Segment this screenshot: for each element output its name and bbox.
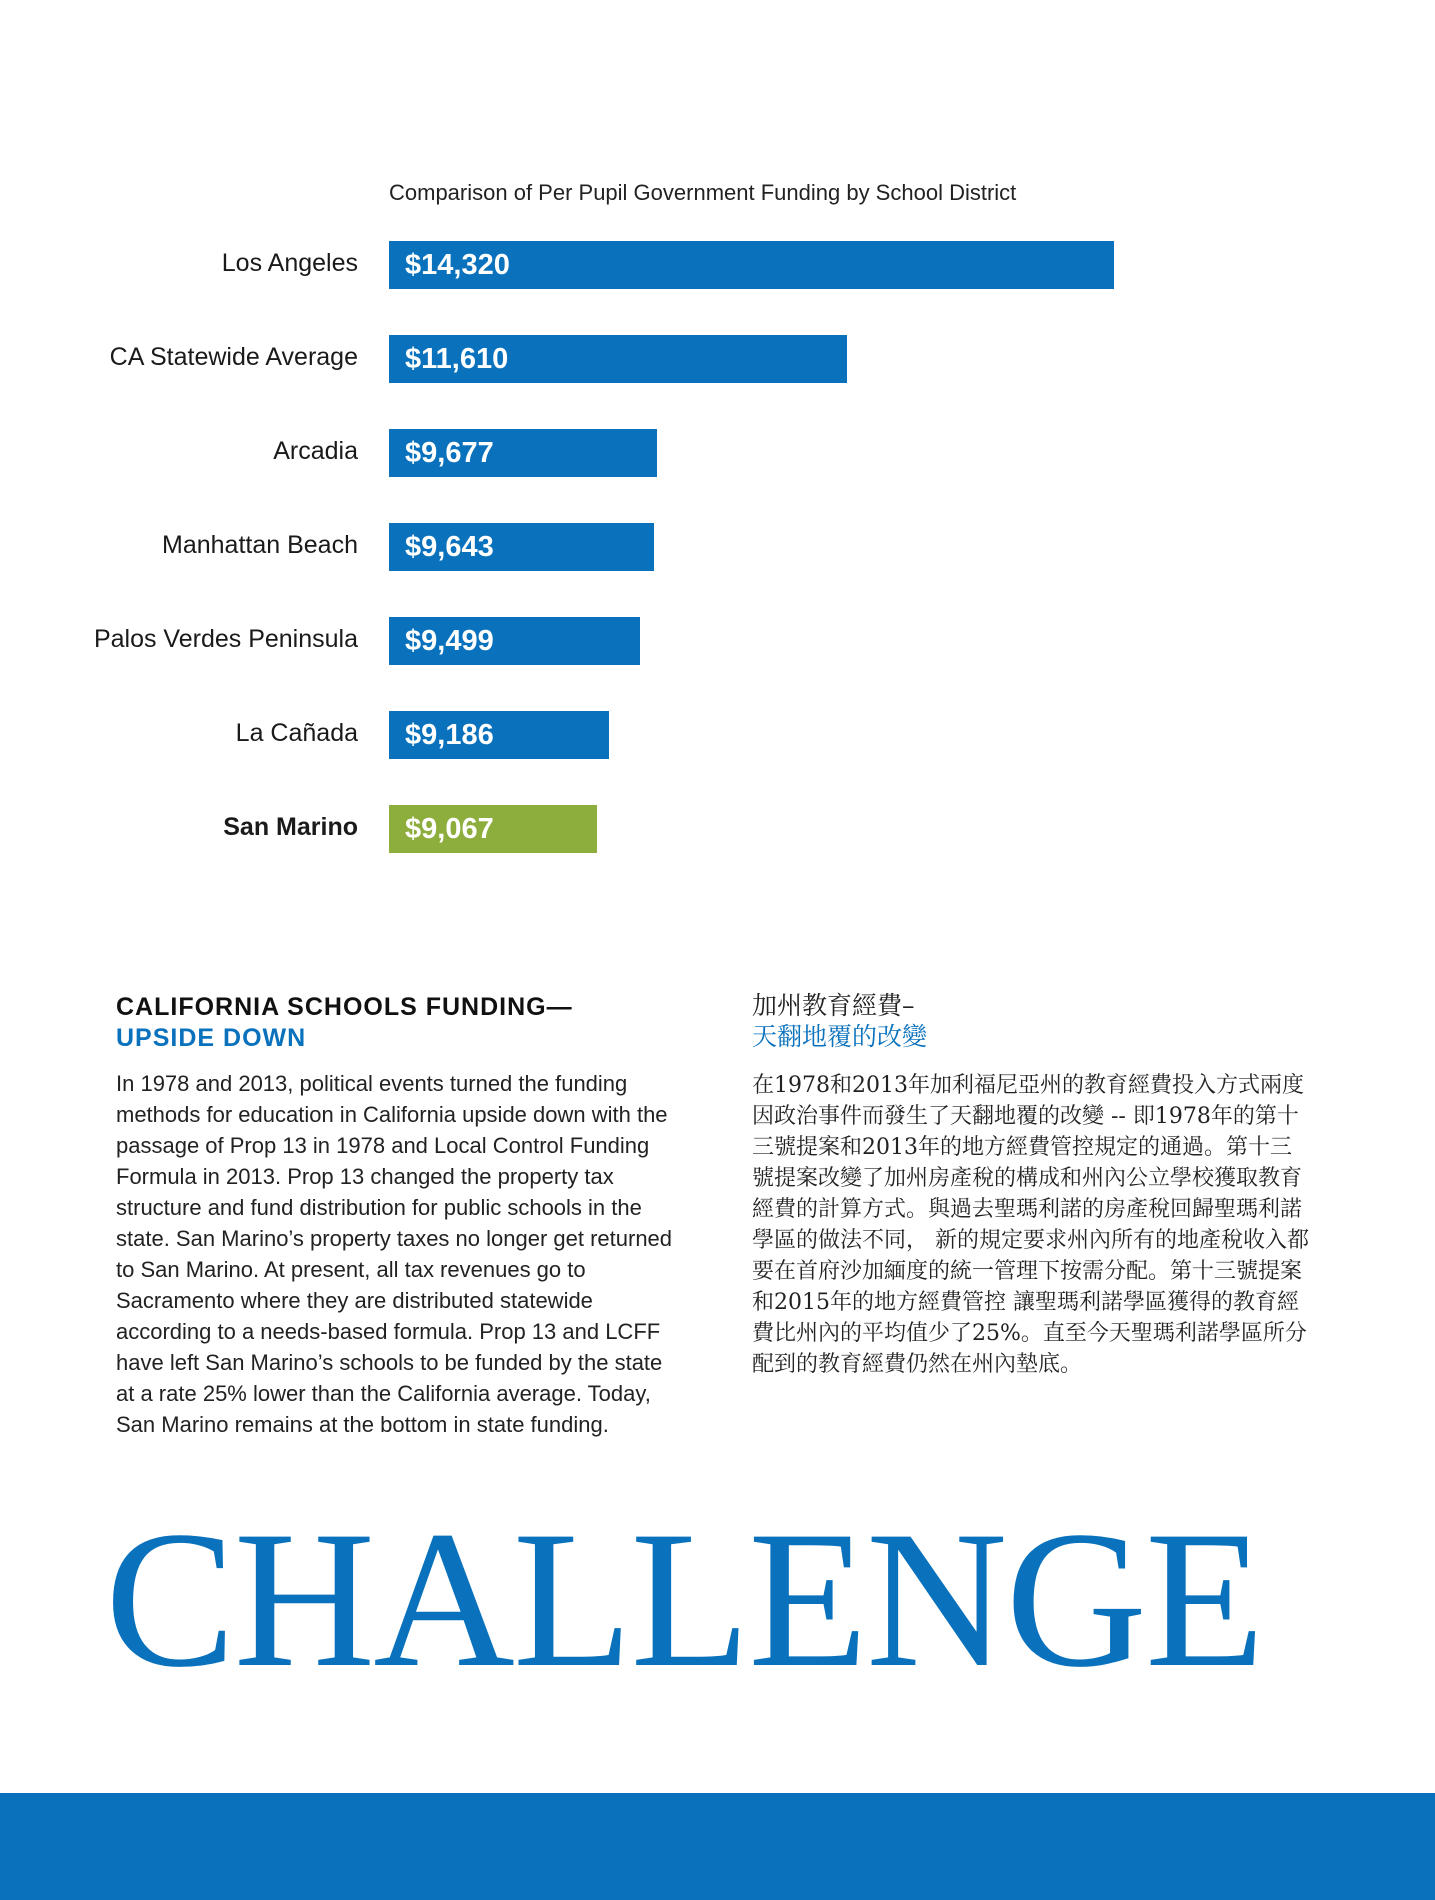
bar-value-label: $9,186: [405, 719, 494, 751]
chart-title: Comparison of Per Pupil Government Funding by School District: [389, 180, 1017, 205]
bar-category-label: Palos Verdes Peninsula: [93, 625, 358, 653]
bar-category-label: La Cañada: [235, 719, 358, 747]
bar-value-label: $9,677: [405, 437, 494, 469]
bar-category-label: San Marino: [223, 813, 358, 841]
bar: [389, 523, 654, 571]
bar: [389, 429, 657, 477]
bar: [389, 241, 1114, 289]
bar-value-label: $9,499: [405, 625, 494, 657]
chinese-heading: 加州教育經費–: [752, 991, 915, 1020]
english-body-text: In 1978 and 2013, political events turned the funding methods for education in California upside down with the passage of Prop 13 in 1978 and Local Control Funding Formula in 2013. Prop 13 changed the property tax structure and fund distribution for public schools in the state. San Marino’s property taxes no longer get returned to San Marino. At present, all tax revenues go to Sacramento where they are distributed statewide according to a needs-based formula. Prop 13 and LCFF have left San Marino’s schools to be funded by the state at a rate 25% lower than the California average. Today, San Marino remains at the bottom in state funding.: [116, 1071, 673, 1437]
english-section: [116, 992, 686, 1440]
bar-chart: [0, 0, 1435, 900]
section-heading: CALIFORNIA SCHOOLS FUNDING—: [116, 993, 573, 1021]
chinese-subheading: 天翻地覆的改變: [752, 1022, 928, 1051]
bar-value-label: $11,610: [405, 343, 509, 375]
chinese-section: [752, 990, 1312, 1380]
footer-band: [0, 1793, 1435, 1900]
bar-value-label: $14,320: [405, 249, 510, 281]
chinese-body-text: 在1978和2013年加利福尼亞州的教育經費投入方式兩度因政治事件而發生了天翻地覆的改變 -- 即1978年的第十三號提案和2013年的地方經費管控規定的通過。第十三號提案改變了加州房產稅的構成和州內公立學校獲取教育經費的計算方式。與過去聖瑪利諾的房產稅回歸聖瑪利諾學區的做法不同， 新的規定要求州內所有的地產稅收入都要在首府沙加緬度的統一管理下按需分配。第十三號提案 和2015年的地方經費管控 讓聖瑪利諾學區獲得的教育經費比州內的平均值少了25%。直至今天聖瑪利諾學區所分配到的教育經費仍然在州內墊底。: [752, 1073, 1309, 1377]
bar-category-label: Los Angeles: [221, 249, 358, 277]
bar-value-label: $9,643: [405, 531, 494, 563]
bar-category-label: Arcadia: [273, 437, 358, 465]
bar: [389, 335, 847, 383]
section-subheading: UPSIDE DOWN: [116, 1024, 307, 1052]
bar: [389, 617, 640, 665]
bar: [389, 711, 609, 759]
bar: [389, 805, 597, 853]
bar-category-label: Manhattan Beach: [162, 531, 358, 559]
bar-category-label: CA Statewide Average: [109, 343, 358, 371]
bar-value-label: $9,067: [405, 813, 494, 845]
challenge-title: CHALLENGE: [105, 1500, 1263, 1700]
